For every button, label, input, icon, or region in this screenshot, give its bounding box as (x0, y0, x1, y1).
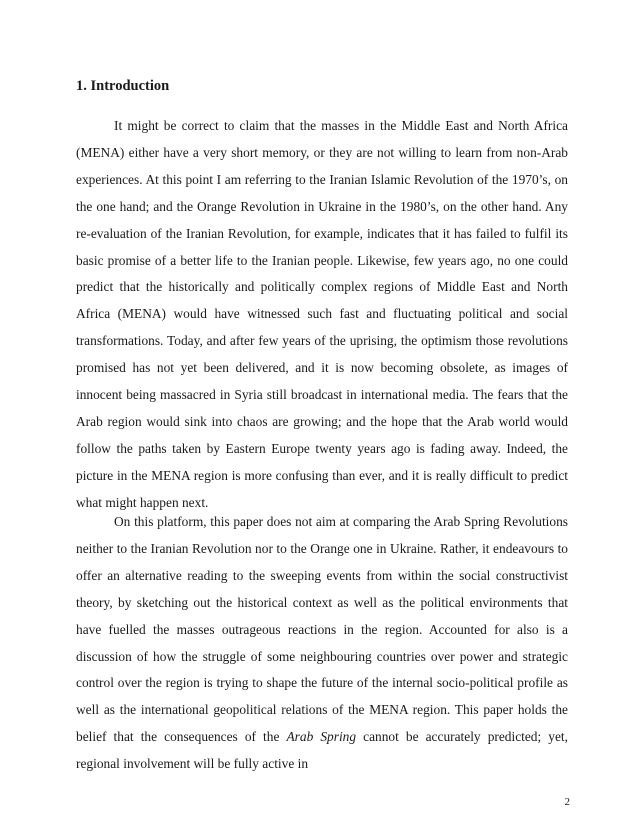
paragraph-text: It might be correct to claim that the masses in the Middle East and North Africa (MENA) either have a very short memory, or they are not willing to learn from non-Arab experiences. At this point I am referring to the Iranian Islamic Revolution of the 1970’s, on the one hand; and the Orange Revolution in Ukraine in the 1980’s, on the other hand. Any re-evaluation of the Iranian Revolution, for example, indicates that it has failed to fulfil its basic promise of a better life to the Iranian people. Likewise, few years ago, no one could predict that the historically and politically complex regions of Middle East and North Africa (MENA) would have witnessed such fast and fluctuating political and social transformations. Today, and after few years of the uprising, the optimism those revolutions promised has not yet been delivered, and it is now becoming obsolete, as images of innocent being massacred in Syria still broadcast in international media. The fears that the Arab region would sink into chaos are growing; and the hope that the Arab world would follow the paths taken by Eastern Europe twenty years ago is fading away. Indeed, the picture in the MENA region is more confusing than ever, and it is really difficult to predict what might happen next. (76, 118, 568, 510)
emphasis-arab-spring: Arab Spring (286, 729, 357, 745)
section-heading: 1. Introduction (76, 78, 170, 94)
page-number: 2 (564, 796, 570, 808)
paragraph-text: On this platform, this paper does not aim at comparing the Arab Spring Revolutions neither to the Iranian Revolution nor to the Orange one in Ukraine. Rather, it endeavours to offer an alternative reading to the sweeping events from within the social constructivist theory, by sketching out the historical context as well as the political environments that have fuelled the masses outrageous reactions in the region. Accounted for also is a discussion of how the struggle of some neighbouring countries over power and strategic control over the region is trying to shape the future of the internal socio-political profile as well as the international geopolitical relations of the MENA region. This paper holds the belief that the consequences of the (76, 514, 568, 745)
paragraph-text-continued: cannot be accurately predicted; yet, regional involvement will be fully active in (76, 729, 569, 772)
paragraph-introduction (76, 113, 568, 517)
paragraph-platform (76, 509, 568, 778)
